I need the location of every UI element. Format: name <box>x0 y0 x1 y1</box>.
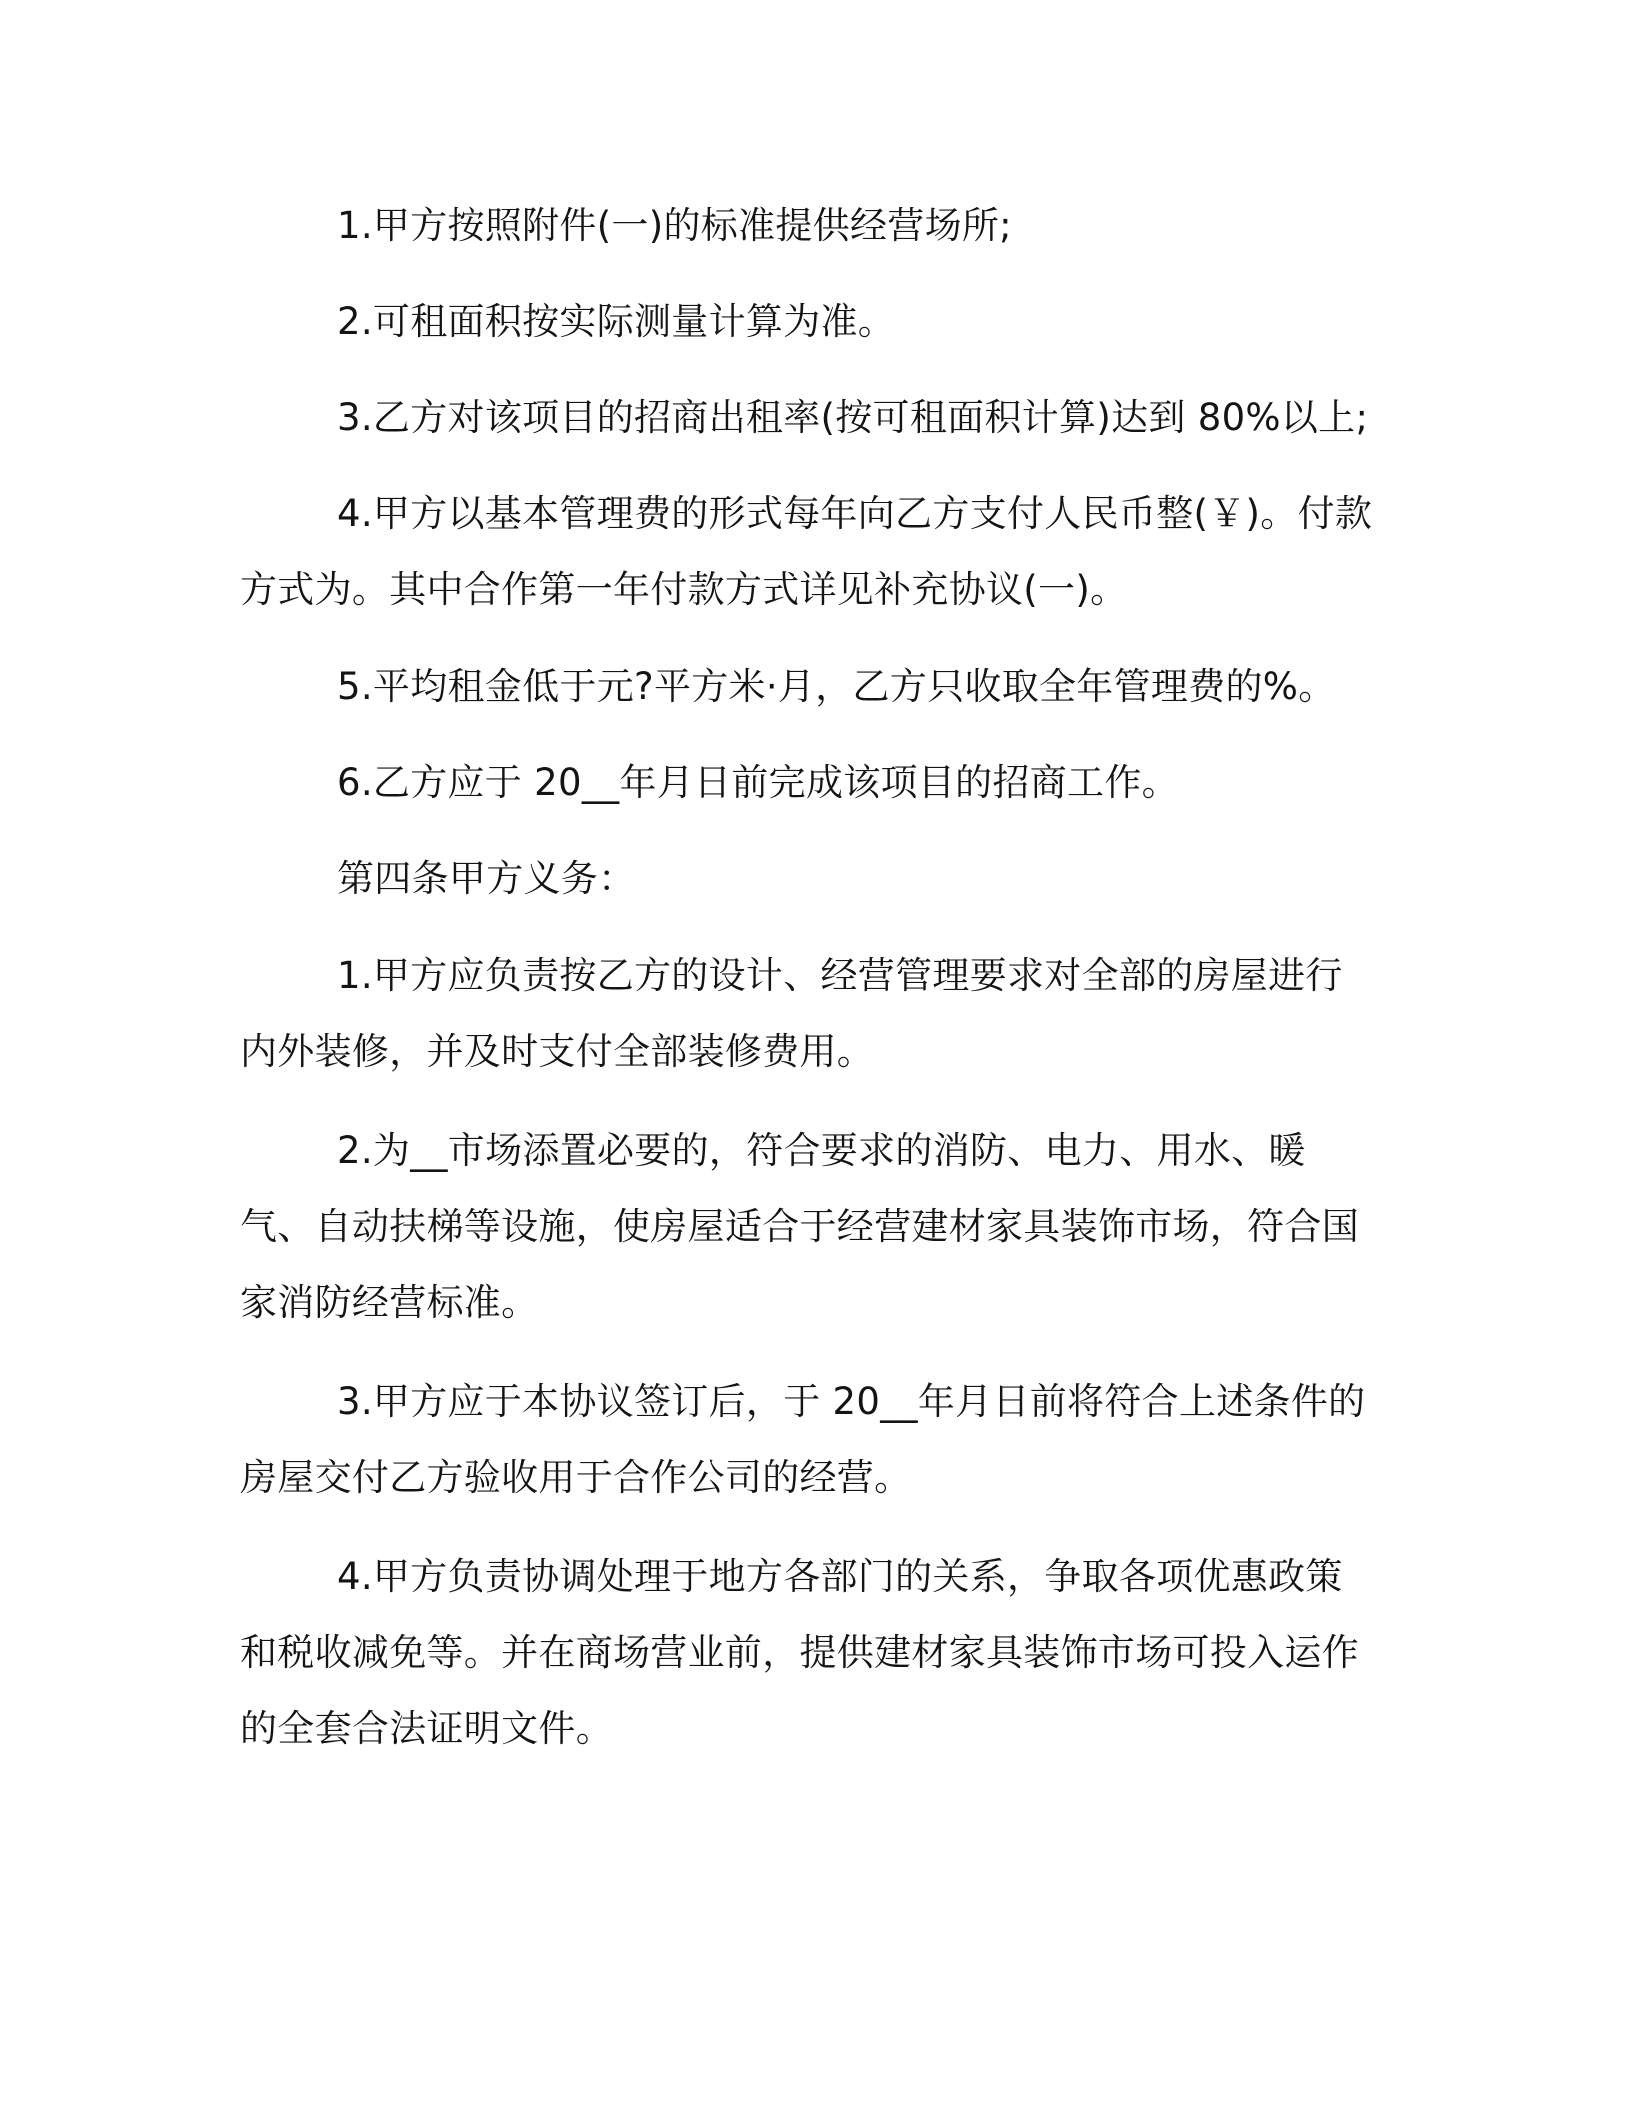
paragraph-clause-4-1: 1.甲方应负责按乙方的设计、经营管理要求对全部的房屋进行内外装修，并及时支付全部装修费用。 <box>240 954 1343 1073</box>
paragraph-clause-3-5: 5.平均租金低于元?平方米·月，乙方只收取全年管理费的%。 <box>337 665 1336 708</box>
paragraph-clause-4-2: 2.为__市场添置必要的，符合要求的消防、电力、用水、暖气、自动扶梯等设施，使房屋适合于经营建材家具装饰市场，符合国家消防经营标准。 <box>240 1129 1359 1324</box>
paragraph-clause-4-3: 3.甲方应于本协议签订后，于 20__年月日前将符合上述条件的房屋交付乙方验收用于合作公司的经营。 <box>240 1380 1366 1499</box>
paragraph-clause-3-6: 6.乙方应于 20__年月日前完成该项目的招商工作。 <box>337 761 1179 804</box>
paragraph-clause-3-3: 3.乙方对该项目的招商出租率(按可租面积计算)达到 80%以上; <box>337 396 1369 439</box>
paragraph-clause-3-4: 4.甲方以基本管理费的形式每年向乙方支付人民币整(￥)。付款方式为。其中合作第一年付款方式详见补充协议(一)。 <box>240 492 1373 611</box>
paragraph-clause-3-1: 1.甲方按照附件(一)的标准提供经营场所; <box>337 204 1012 247</box>
document-body <box>240 188 1375 1767</box>
paragraph-clause-4-4: 4.甲方负责协调处理于地方各部门的关系，争取各项优惠政策和税收减免等。并在商场营业前，提供建材家具装饰市场可投入运作的全套合法证明文件。 <box>240 1555 1359 1750</box>
section-heading-article-4: 第四条甲方义务： <box>337 857 636 900</box>
paragraph-clause-3-2: 2.可租面积按实际测量计算为准。 <box>337 300 896 343</box>
